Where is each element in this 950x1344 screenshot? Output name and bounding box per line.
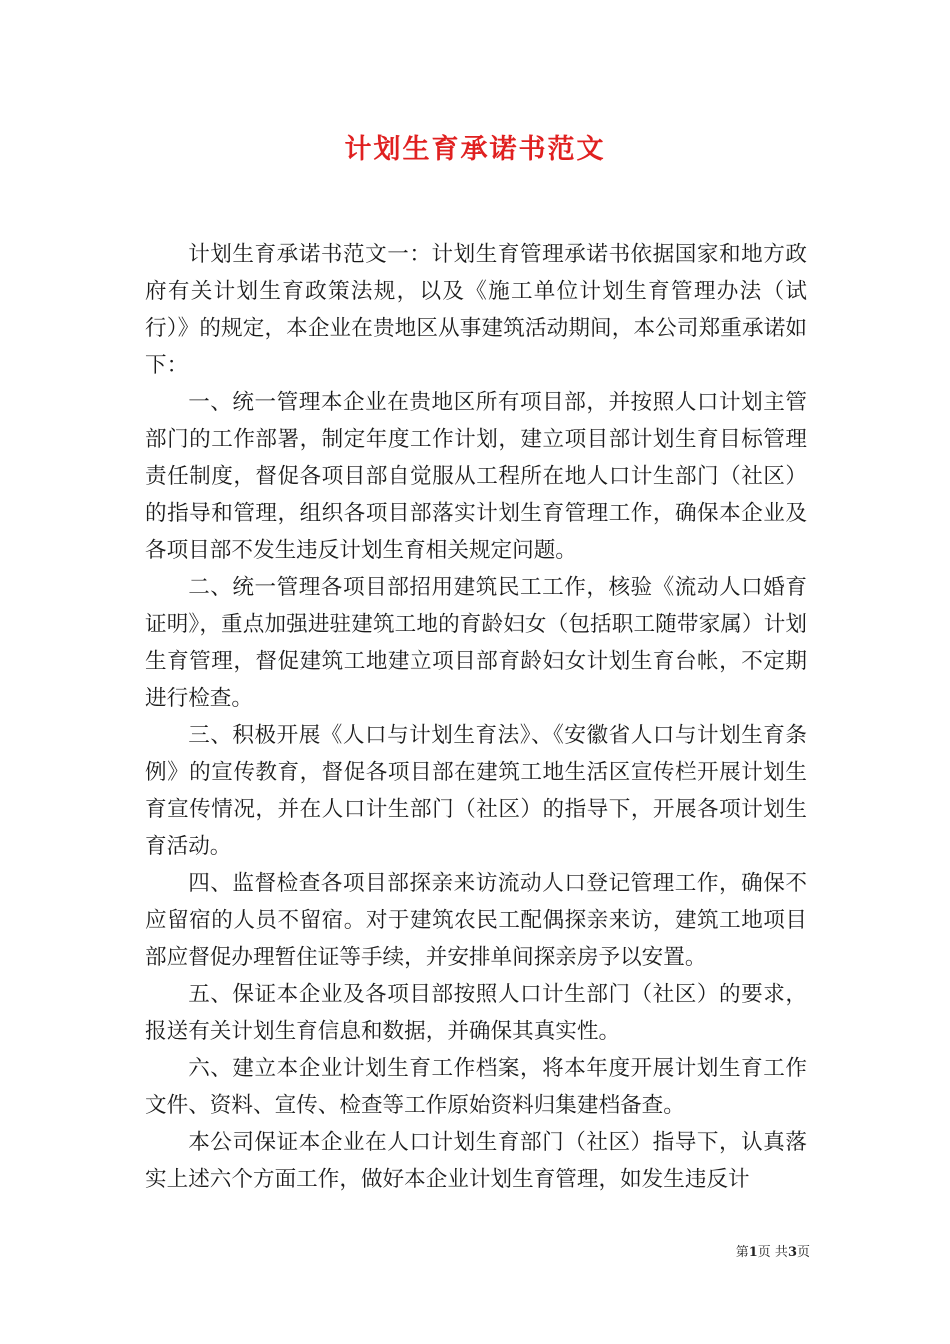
total-page-count: 3 (787, 1245, 797, 1260)
paragraph-closing: 本公司保证本企业在人口计划生育部门（社区）指导下，认真落实上述六个方面工作，做好本企业计划生育管理，如发生违反计 (145, 1130, 807, 1192)
footer-middle: 页 共 (757, 1245, 788, 1260)
paragraph-item-6: 六、建立本企业计划生育工作档案，将本年度开展计划生育工作文件、资料、宣传、检查等工作原始资料归集建档备查。 (145, 1056, 807, 1118)
footer-suffix: 页 (796, 1245, 810, 1260)
paragraph-intro: 计划生育承诺书范文一：计划生育管理承诺书依据国家和地方政府有关计划生育政策法规，以及《施工单位计划生育管理办法（试行）》的规定，本企业在贵地区从事建筑活动期间，本公司郑重承诺如下： (145, 242, 807, 378)
document-title: 计划生育承诺书范文 (344, 134, 606, 165)
paragraph-item-4: 四、监督检查各项目部探亲来访流动人口登记管理工作，确保不应留宿的人员不留宿。对于建筑农民工配偶探亲来访，建筑工地项目部应督促办理暂住证等手续，并安排单间探亲房予以安置。 (145, 871, 807, 970)
paragraph-item-2: 二、统一管理各项目部招用建筑民工工作，核验《流动人口婚育证明》，重点加强进驻建筑工地的育龄妇女（包括职工随带家属）计划生育管理，督促建筑工地建立项目部育龄妇女计划生育台帐，不定期进行检查。 (145, 575, 807, 711)
page-number-footer (700, 1244, 810, 1262)
paragraph-item-5: 五、保证本企业及各项目部按照人口计生部门（社区）的要求，报送有关计划生育信息和数据，并确保其真实性。 (145, 982, 807, 1044)
footer-prefix: 第 (735, 1245, 749, 1260)
paragraph-item-3: 三、积极开展《人口与计划生育法》、《安徽省人口与计划生育条例》的宣传教育，督促各项目部在建筑工地生活区宣传栏开展计划生育宣传情况，并在人口计生部门（社区）的指导下，开展各项计划生育活动。 (145, 723, 807, 859)
current-page-number: 1 (748, 1245, 758, 1260)
document-body (145, 236, 807, 1198)
paragraph-item-1: 一、统一管理本企业在贵地区所有项目部，并按照人口计划主管部门的工作部署，制定年度工作计划，建立项目部计划生育目标管理责任制度，督促各项目部自觉服从工程所在地人口计生部门（社区）的指导和管理，组织各项目部落实计划生育管理工作，确保本企业及各项目部不发生违反计划生育相关规定问题。 (145, 390, 807, 563)
